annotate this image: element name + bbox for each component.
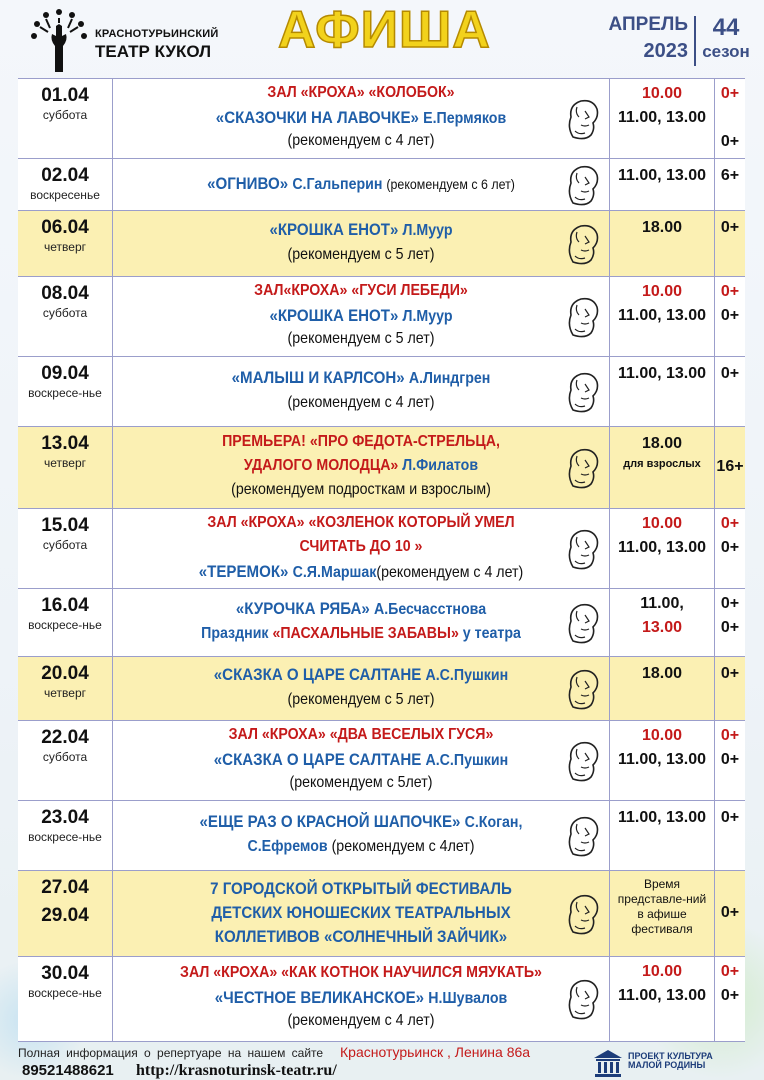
event-text: Праздник <box>201 625 273 642</box>
event-line <box>141 599 581 619</box>
age-rating: 0+ <box>720 595 740 612</box>
event-date: 22.04 <box>41 727 89 748</box>
age-rating: 0+ <box>720 619 740 636</box>
event-line <box>141 132 581 150</box>
event-time: 11.00, 13.00 <box>617 109 707 126</box>
event-text: (рекомендуем с 5 лет) <box>287 330 435 347</box>
poster-title: АФИША <box>278 1 491 59</box>
schedule-row <box>18 956 745 1042</box>
event-time: 10.00 <box>641 85 683 102</box>
author-portrait-icon <box>563 601 603 645</box>
event-weekday: воскресенье <box>30 188 100 202</box>
time-cell <box>610 509 715 589</box>
age-rating: 0+ <box>720 539 740 556</box>
time-cell <box>610 871 715 957</box>
time-cell <box>610 589 715 657</box>
event-line <box>141 174 581 194</box>
age-rating: 0+ <box>720 283 740 300</box>
event-line <box>141 481 581 499</box>
date-cell <box>18 509 113 589</box>
schedule-row <box>18 78 745 159</box>
event-text: Н.Шувалов <box>428 990 508 1007</box>
age-rating: 0+ <box>720 727 740 744</box>
age-cell <box>715 589 745 657</box>
time-cell <box>610 277 715 357</box>
time-cell <box>610 159 715 211</box>
event-weekday: воскресе-нье <box>28 986 102 1000</box>
event-time: 11.00, 13.00 <box>617 987 707 1004</box>
event-date: 09.04 <box>41 363 89 384</box>
title-cell <box>113 79 610 159</box>
event-text: (рекомендуем с 4 лет) <box>287 1012 435 1029</box>
event-text: А.С.Пушкин <box>425 752 509 769</box>
age-rating: 0+ <box>720 904 740 921</box>
event-time: 10.00 <box>641 727 683 744</box>
author-portrait-icon <box>563 667 603 711</box>
event-text: «СКАЗОЧКИ НА ЛАВОЧКЕ» <box>215 108 424 127</box>
age-rating: 0+ <box>720 665 740 682</box>
event-text: А.Бесчасстнова <box>373 601 487 618</box>
schedule-row <box>18 800 745 871</box>
title-cell <box>113 159 610 211</box>
event-weekday: суббота <box>42 750 88 764</box>
date-cell <box>18 957 113 1041</box>
age-rating: 0+ <box>720 365 740 382</box>
season-badge <box>700 14 752 62</box>
event-text: «СКАЗКА О ЦАРЕ САЛТАНЕ <box>213 750 426 769</box>
event-text: ЗАЛ «КРОХА» «КАК КОТНОК НАУЧИЛСЯ МЯУКАТЬ» <box>180 964 542 981</box>
event-text: ЗАЛ «КРОХА» «ДВА ВЕСЕЛЫХ ГУСЯ» <box>228 726 494 743</box>
event-line <box>141 988 581 1008</box>
age-cell <box>715 277 745 357</box>
month-year <box>598 14 688 63</box>
event-line <box>141 220 581 240</box>
time-note: Время представле-ний в афише фестиваля <box>617 877 707 936</box>
theatre-name-line1: КРАСНОТУРЬИНСКИЙ <box>95 28 219 40</box>
header-divider <box>694 16 696 66</box>
event-text: УДАЛОГО МОЛОДЦА» <box>243 457 403 474</box>
age-cell <box>715 801 745 871</box>
schedule-row <box>18 210 745 277</box>
event-text: (рекомендуем подросткам и взрослым) <box>231 481 491 498</box>
event-time: 11.00, 13.00 <box>617 365 707 382</box>
age-cell <box>715 159 745 211</box>
event-text: Л.Филатов <box>402 457 479 474</box>
footer-info: Полная информация о репертуаре на нашем сайте <box>18 1046 324 1060</box>
event-line <box>141 665 581 685</box>
event-text: С.Коган, <box>464 814 523 831</box>
event-text: (рекомендуем с 4лет) <box>331 838 475 855</box>
time-cell <box>610 657 715 721</box>
title-cell <box>113 589 610 657</box>
age-rating: 0+ <box>720 751 740 768</box>
event-text: С.Гальперин <box>292 176 387 193</box>
event-date: 20.04 <box>41 663 89 684</box>
time-cell <box>610 79 715 159</box>
event-line <box>141 394 581 412</box>
event-text: 7 ГОРОДСКОЙ ОТКРЫТЫЙ ФЕСТИВАЛЬ <box>210 879 512 898</box>
age-cell <box>715 871 745 957</box>
event-time: 11.00, 13.00 <box>617 809 707 826</box>
event-line <box>141 514 581 532</box>
title-cell <box>113 957 610 1041</box>
footer-url[interactable]: http://krasnoturinsk-teatr.ru/ <box>136 1062 337 1079</box>
event-date: 23.04 <box>41 807 89 828</box>
event-line <box>141 838 581 856</box>
age-cell <box>715 957 745 1041</box>
event-time: 10.00 <box>641 963 683 980</box>
date-cell <box>18 277 113 357</box>
event-line <box>141 964 581 982</box>
date-cell <box>18 211 113 277</box>
date-cell <box>18 357 113 427</box>
age-rating: 0+ <box>720 133 740 150</box>
age-cell <box>715 427 745 509</box>
age-cell <box>715 657 745 721</box>
age-rating: 16+ <box>716 458 744 475</box>
event-text: (рекомендуем с 5 лет) <box>287 246 435 263</box>
event-time: 10.00 <box>641 283 683 300</box>
time-cell <box>610 427 715 509</box>
title-cell <box>113 801 610 871</box>
event-line <box>141 368 581 388</box>
event-weekday: четверг <box>44 240 86 254</box>
event-text: «МАЛЫШ И КАРЛСОН» <box>231 368 409 387</box>
year-label: 2023 <box>643 40 688 62</box>
event-text: (рекомендуем с 4 лет) <box>287 394 435 411</box>
age-rating: 0+ <box>720 963 740 980</box>
date-cell <box>18 801 113 871</box>
schedule-row <box>18 276 745 357</box>
time-cell <box>610 801 715 871</box>
event-text: ЗАЛ «КРОХА» «КОЛОБОК» <box>267 84 455 101</box>
title-cell <box>113 357 610 427</box>
event-text: ЗАЛ «КРОХА» «КОЗЛЕНОК КОТОРЫЙ УМЕЛ <box>207 514 515 531</box>
event-line <box>141 562 581 582</box>
event-time: 18.00 <box>641 219 683 236</box>
age-cell <box>715 79 745 159</box>
event-text: ПРЕМЬЕРА! «ПРО ФЕДОТА-СТРЕЛЬЦА, <box>222 433 500 450</box>
event-time: 11.00, 13.00 <box>617 539 707 556</box>
month-label: АПРЕЛЬ <box>608 14 688 35</box>
event-time: 11.00, 13.00 <box>617 307 707 324</box>
time-cell <box>610 957 715 1041</box>
event-date: 13.04 <box>41 433 89 454</box>
schedule-row <box>18 656 745 721</box>
event-text: КОЛЛЕТИВОВ «СОЛНЕЧНЫЙ ЗАЙЧИК» <box>214 927 508 946</box>
project-building-icon <box>592 1048 624 1078</box>
age-rating: 0+ <box>720 987 740 1004</box>
schedule-row <box>18 870 745 957</box>
title-cell <box>113 277 610 357</box>
author-portrait-icon <box>563 222 603 266</box>
age-cell <box>715 721 745 801</box>
event-date: 30.04 <box>41 963 89 984</box>
event-date: 08.04 <box>41 283 89 304</box>
schedule-row <box>18 426 745 509</box>
age-rating: 0+ <box>720 515 740 532</box>
event-time: 18.00 <box>641 665 683 682</box>
event-text: «КРОШКА ЕНОТ» <box>269 220 403 239</box>
event-line <box>141 1012 581 1030</box>
event-line <box>141 812 581 832</box>
age-cell <box>715 509 745 589</box>
season-number: 44 <box>712 14 740 41</box>
schedule-row <box>18 588 745 657</box>
event-text: (рекомендуем с 5лет) <box>289 774 433 791</box>
author-portrait-icon <box>563 370 603 414</box>
event-text: Л.Муур <box>402 308 453 325</box>
event-time: 13.00 <box>641 619 683 636</box>
schedule-row <box>18 720 745 801</box>
event-time: 11.00, <box>640 595 684 612</box>
event-line <box>141 84 581 102</box>
event-weekday: суббота <box>42 538 88 552</box>
schedule-row <box>18 508 745 589</box>
event-date: 06.04 <box>41 217 89 238</box>
age-rating: 6+ <box>720 167 740 184</box>
event-weekday: воскресе-нье <box>28 386 102 400</box>
event-line <box>141 433 581 451</box>
event-date: 15.04 <box>41 515 89 536</box>
event-text: С.Ефремов <box>247 838 332 855</box>
date-cell <box>18 657 113 721</box>
event-text: «СКАЗКА О ЦАРЕ САЛТАНЕ <box>213 665 426 684</box>
event-weekday: четверг <box>44 686 86 700</box>
event-text: «ОГНИВО» <box>207 174 293 193</box>
event-text: (рекомендуем с 6 лет) <box>386 176 515 192</box>
event-line <box>141 108 581 128</box>
title-cell <box>113 657 610 721</box>
schedule-row <box>18 356 745 427</box>
author-portrait-icon <box>563 527 603 571</box>
event-text: у театра <box>462 625 521 642</box>
event-weekday: суббота <box>42 306 88 320</box>
date-cell <box>18 159 113 211</box>
time-note: для взрослых <box>623 458 701 470</box>
author-portrait-icon <box>563 97 603 141</box>
event-text: ЗАЛ«КРОХА» «ГУСИ ЛЕБЕДИ» <box>254 282 468 299</box>
age-cell <box>715 357 745 427</box>
event-line <box>141 927 581 947</box>
title-cell <box>113 211 610 277</box>
event-line <box>141 726 581 744</box>
date-cell <box>18 427 113 509</box>
author-portrait-icon <box>563 892 603 936</box>
poster-header <box>0 0 764 78</box>
author-portrait-icon <box>563 814 603 858</box>
event-date: 27.04 <box>41 877 89 898</box>
title-cell <box>113 509 610 589</box>
event-line <box>141 282 581 300</box>
event-weekday: воскресе-нье <box>28 830 102 844</box>
event-text: «КУРОЧКА РЯБА» <box>235 599 374 618</box>
title-cell <box>113 871 610 957</box>
theatre-name <box>95 28 219 62</box>
event-text: «КРОШКА ЕНОТ» <box>269 306 403 325</box>
event-time: 18.00 <box>641 435 683 452</box>
event-line <box>141 879 581 899</box>
date-cell <box>18 589 113 657</box>
season-label: сезон <box>702 42 750 61</box>
author-portrait-icon <box>563 739 603 783</box>
date-cell <box>18 79 113 159</box>
event-text: С.Я.Маршак <box>292 564 377 581</box>
event-weekday: суббота <box>42 108 88 122</box>
event-text: (рекомендуем с 5 лет) <box>287 691 435 708</box>
event-time: 11.00, 13.00 <box>617 751 707 768</box>
event-text: А.Линдгрен <box>408 370 491 387</box>
footer-phone: 89521488621 <box>22 1062 114 1079</box>
title-cell <box>113 721 610 801</box>
schedule-row <box>18 158 745 211</box>
footer-address: Краснотурьинск , Ленина 86а <box>340 1044 531 1060</box>
event-text: Л.Муур <box>402 222 453 239</box>
event-text: (рекомендуем с 4 лет) <box>376 564 524 581</box>
event-line <box>141 750 581 770</box>
event-text: А.С.Пушкин <box>425 667 509 684</box>
event-line <box>141 538 581 556</box>
event-date-end: 29.04 <box>41 905 89 926</box>
age-rating: 0+ <box>720 219 740 236</box>
date-cell <box>18 871 113 957</box>
author-portrait-icon <box>563 163 603 207</box>
date-cell <box>18 721 113 801</box>
author-portrait-icon <box>563 295 603 339</box>
event-date: 16.04 <box>41 595 89 616</box>
age-rating: 0+ <box>720 307 740 324</box>
event-weekday: четверг <box>44 456 86 470</box>
event-text: «ПАСХАЛЬНЫЕ ЗАБАВЫ» <box>272 625 463 642</box>
event-date: 02.04 <box>41 165 89 186</box>
event-line <box>141 903 581 923</box>
event-text: ДЕТСКИХ ЮНОШЕСКИХ ТЕАТРАЛЬНЫХ <box>211 903 511 922</box>
event-text: Е.Пермяков <box>423 110 507 127</box>
event-time: 10.00 <box>641 515 683 532</box>
time-cell <box>610 721 715 801</box>
project-label: ПРОЕКТ КУЛЬТУРА МАЛОЙ РОДИНЫ <box>628 1051 713 1070</box>
event-line <box>141 691 581 709</box>
age-rating: 0+ <box>720 85 740 102</box>
event-text: «ТЕРЕМОК» <box>198 562 293 581</box>
event-text: (рекомендуем с 4 лет) <box>287 132 435 149</box>
event-text: СЧИТАТЬ ДО 10 » <box>299 538 423 555</box>
event-text: «ЕЩЕ РАЗ О КРАСНОЙ ШАПОЧКЕ» <box>199 812 465 831</box>
author-portrait-icon <box>563 446 603 490</box>
author-portrait-icon <box>563 977 603 1021</box>
title-cell <box>113 427 610 509</box>
event-line <box>141 457 581 475</box>
poster-footer <box>0 1040 764 1080</box>
time-cell <box>610 211 715 277</box>
event-text: «ЧЕСТНОЕ ВЕЛИКАНСКОЕ» <box>214 988 429 1007</box>
age-rating: 0+ <box>720 809 740 826</box>
event-line <box>141 306 581 326</box>
age-cell <box>715 211 745 277</box>
event-line <box>141 625 581 643</box>
event-line <box>141 774 581 792</box>
theatre-logo-icon <box>28 6 90 72</box>
event-line <box>141 246 581 264</box>
event-weekday: воскресе-нье <box>28 618 102 632</box>
theatre-name-line2: ТЕАТР КУКОЛ <box>95 42 212 61</box>
time-cell <box>610 357 715 427</box>
event-line <box>141 330 581 348</box>
event-date: 01.04 <box>41 85 89 106</box>
event-time: 11.00, 13.00 <box>617 167 707 184</box>
